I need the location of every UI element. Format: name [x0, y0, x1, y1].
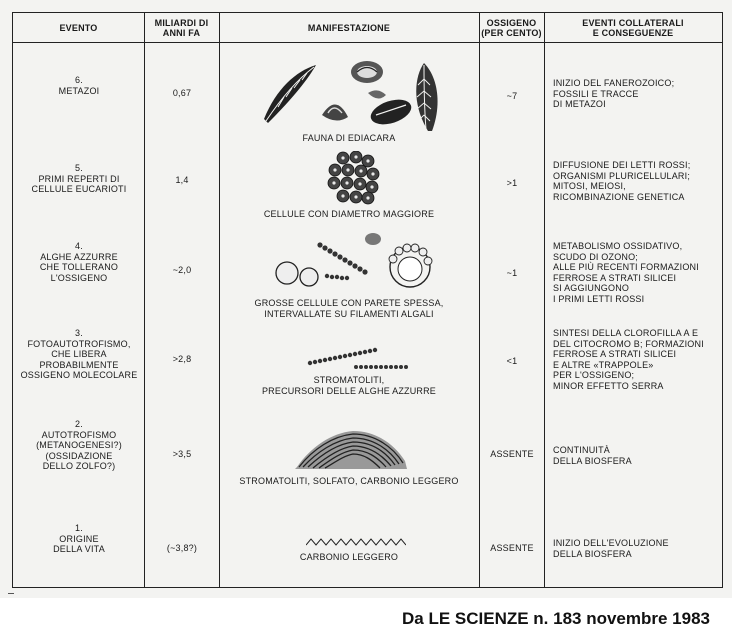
ediacara-fauna-illustration	[256, 49, 446, 135]
header-evento: EVENTO	[59, 23, 98, 33]
row-1-eventi: INIZIO DELL'EVOLUZIONE DELLA BIOSFERA	[553, 538, 669, 559]
row-3-evento: 3. FOTOAUTOTROFISMO, CHE LIBERA PROBABILMENTE OSSIGENO MOLECOLARE	[20, 328, 138, 380]
column-divider	[144, 13, 145, 587]
column-divider	[479, 13, 480, 587]
evolution-table	[12, 12, 723, 588]
zigzag-illustration	[306, 537, 406, 547]
layered-stromatolite-illustration	[291, 427, 411, 473]
eukaryotic-cells-illustration	[325, 151, 381, 205]
row-1-evento: 1. ORIGINE DELLA VITA	[53, 523, 105, 554]
source-credit: Da LE SCIENZE n. 183 novembre 1983	[401, 609, 710, 628]
row-6-eventi: INIZIO DEL FANEROZOICO; FOSSILI E TRACCE DI METAZOI	[553, 78, 675, 109]
row-6-miliardi: 0,67	[172, 88, 192, 98]
row-5-ossigeno: >1	[506, 178, 518, 188]
row-1-manifestazione: CARBONIO LEGGERO	[299, 552, 399, 562]
row-3-manifestazione: STROMATOLITI, PRECURSORI DELLE ALGHE AZZURRE	[261, 375, 437, 396]
row-2-ossigeno: ASSENTE	[490, 449, 534, 459]
row-4-eventi: METABOLISMO OSSIDATIVO, SCUDO DI OZONO; ALLE PIÙ RECENTI FORMAZIONI FERROSE A STRATI SILICEI SI AGGIUNGONO I PRIMI LETTI ROSSI	[553, 241, 699, 304]
row-4-ossigeno: ~1	[506, 268, 518, 278]
header-manifestazione: MANIFESTAZIONE	[307, 23, 391, 33]
stromatolite-filaments-illustration	[306, 345, 416, 373]
row-4-manifestazione: GROSSE CELLULE CON PARETE SPESSA, INTERVALLATE SU FILAMENTI ALGALI	[254, 298, 444, 319]
header-divider	[13, 42, 722, 43]
column-divider	[219, 13, 220, 587]
header-miliardi: MILIARDI DI ANNI FA	[154, 18, 209, 38]
row-3-ossigeno: <1	[506, 356, 518, 366]
row-2-miliardi: >3,5	[172, 449, 192, 459]
row-5-evento: 5. PRIMI REPERTI DI CELLULE EUCARIOTI	[31, 163, 127, 194]
row-3-eventi: SINTESI DELLA CLOROFILLA A E DEL CITOCROMO B; FORMAZIONI FERROSE A STRATI SILICEI E ALTRE «TRAPPOLE» PER L'OSSIGENO; MINOR EFFETTO SERRA	[553, 328, 704, 391]
row-6-evento: 6. METAZOI	[58, 75, 100, 96]
row-4-miliardi: ~2,0	[172, 265, 192, 275]
row-5-manifestazione: CELLULE CON DIAMETRO MAGGIORE	[263, 209, 435, 219]
row-5-eventi: DIFFUSIONE DEI LETTI ROSSI; ORGANISMI PLURICELLULARI; MITOSI, MEIOSI, RICOMBINAZIONE GENETICA	[553, 160, 691, 202]
row-5-miliardi: 1,4	[175, 175, 189, 185]
row-4-evento: 4. ALGHE AZZURRE CHE TOLLERANO L'OSSIGENO	[39, 241, 119, 283]
row-3-miliardi: >2,8	[172, 354, 192, 364]
row-6-ossigeno: ~7	[506, 91, 518, 101]
row-1-miliardi: (~3,8?)	[166, 543, 198, 553]
row-2-eventi: CONTINUITÀ DELLA BIOSFERA	[553, 445, 632, 466]
algal-filaments-illustration	[273, 231, 433, 293]
row-2-evento: 2. AUTOTROFISMO (METANOGENESI?) (OSSIDAZIONE DELLO ZOLFO?)	[36, 419, 122, 471]
row-1-ossigeno: ASSENTE	[490, 543, 534, 553]
column-divider	[544, 13, 545, 587]
header-eventi: EVENTI COLLATERALI E CONSEGUENZE	[582, 18, 684, 38]
scan-mark	[8, 593, 14, 594]
row-6-manifestazione: FAUNA DI EDIACARA	[302, 133, 396, 143]
header-ossigeno: OSSIGENO (PER CENTO)	[481, 18, 542, 38]
row-2-manifestazione: STROMATOLITI, SOLFATO, CARBONIO LEGGERO	[239, 476, 459, 486]
